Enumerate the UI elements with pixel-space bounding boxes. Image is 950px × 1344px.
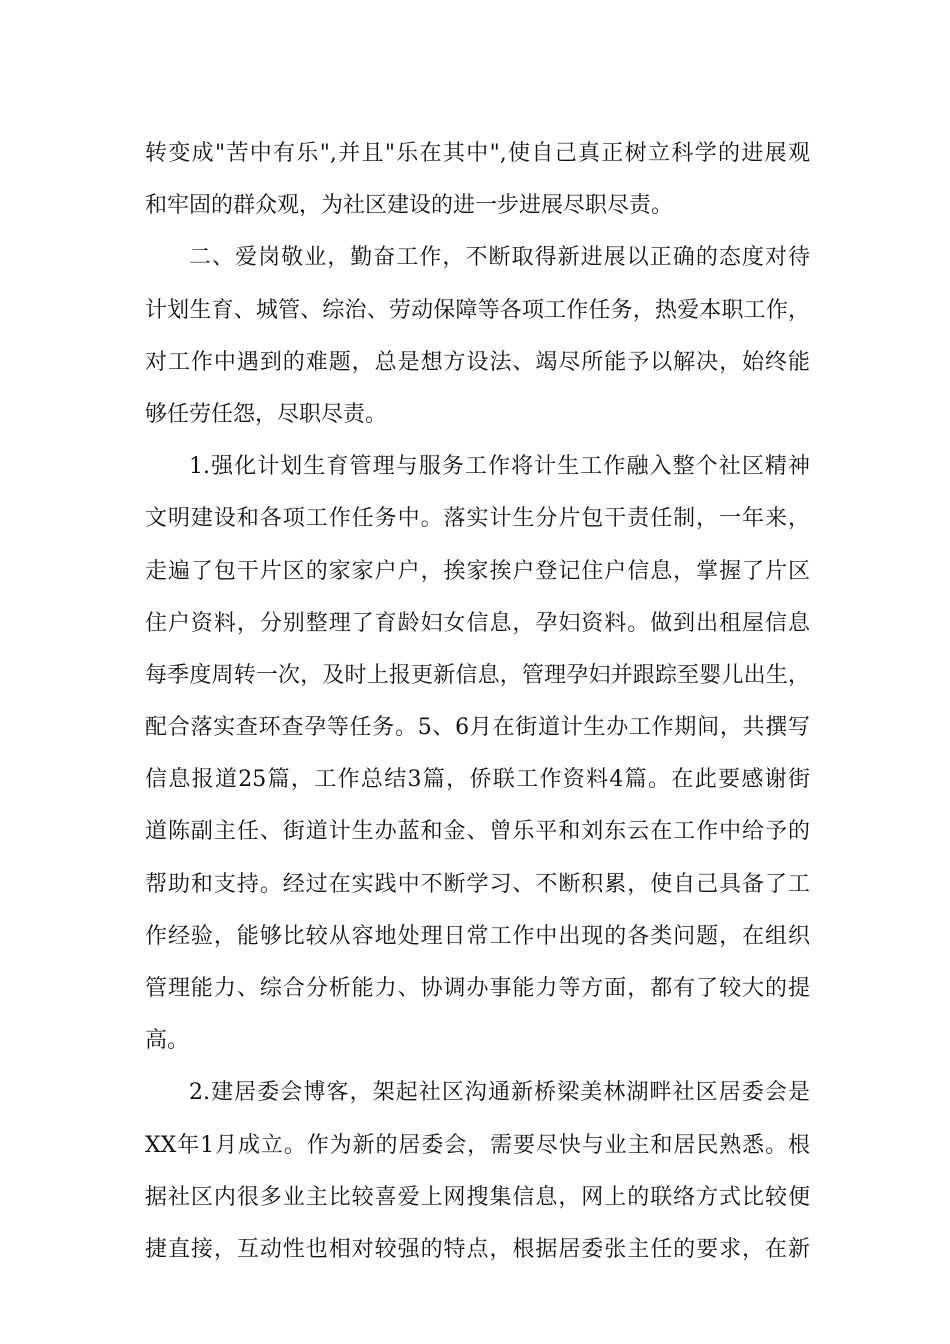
text-line: 管理能力、综合分析能力、协调办事能力等方面，都有了较大的提 [145,976,810,1001]
text-line: 计划生育、城管、综治、劳动保障等各项工作任务，热爱本职工作， [145,297,810,323]
text-line: 转变成"苦中有乐",并且"乐在其中",使自己真正树立科学的进展观 [145,141,810,166]
text-line: 和牢固的群众观，为社区建设的进一步进展尽职尽责。 [145,193,674,219]
body-text [145,128,810,1276]
text-line: 配合落实查环查孕等任务。5、6月在街道计生办工作期间，共撰写 [145,715,810,741]
text-line: 走遍了包干片区的家家户户，挨家挨户登记住户信息，掌握了片区 [145,558,810,584]
text-line: 对工作中遇到的难题，总是想方设法、竭尽所能予以解决，始终能 [145,349,810,375]
text-line: XX年1月成立。作为新的居委会，需要尽快与业主和居民熟悉。根 [145,1132,810,1158]
text-line: 帮助和支持。经过在实践中不断学习、不断积累，使自己具备了工 [145,871,810,897]
text-line: 高。 [145,1028,190,1054]
numbered-item-line: 1.强化计划生育管理与服务工作将计生工作融入整个社区精神 [189,454,810,480]
text-line: 信息报道25篇，工作总结3篇，侨联工作资料4篇。在此要感谢街 [145,767,810,793]
text-line: 捷直接，互动性也相对较强的特点，根据居委张主任的要求，在新 [145,1236,810,1262]
text-line: 每季度周转一次，及时上报更新信息，管理孕妇并跟踪至婴儿出生， [145,662,810,688]
text-line: 够任劳任怨，尽职尽责。 [145,401,388,427]
text-line: 道陈副主任、街道计生办蓝和金、曾乐平和刘东云在工作中给予的 [145,819,810,845]
text-line: 作经验，能够比较从容地处理日常工作中出现的各类问题，在组织 [145,923,810,949]
numbered-item-line: 2.建居委会博客，架起社区沟通新桥梁美林湖畔社区居委会是 [189,1080,810,1106]
text-line: 文明建设和各项工作任务中。落实计生分片包干责任制，一年来， [145,506,810,532]
text-line: 住户资料，分别整理了育龄妇女信息，孕妇资料。做到出租屋信息 [145,610,810,636]
text-line: 据社区内很多业主比较喜爱上网搜集信息，网上的联络方式比较便 [145,1184,810,1210]
section-heading-line: 二、爱岗敬业，勤奋工作，不断取得新进展以正确的态度对待 [189,245,810,271]
